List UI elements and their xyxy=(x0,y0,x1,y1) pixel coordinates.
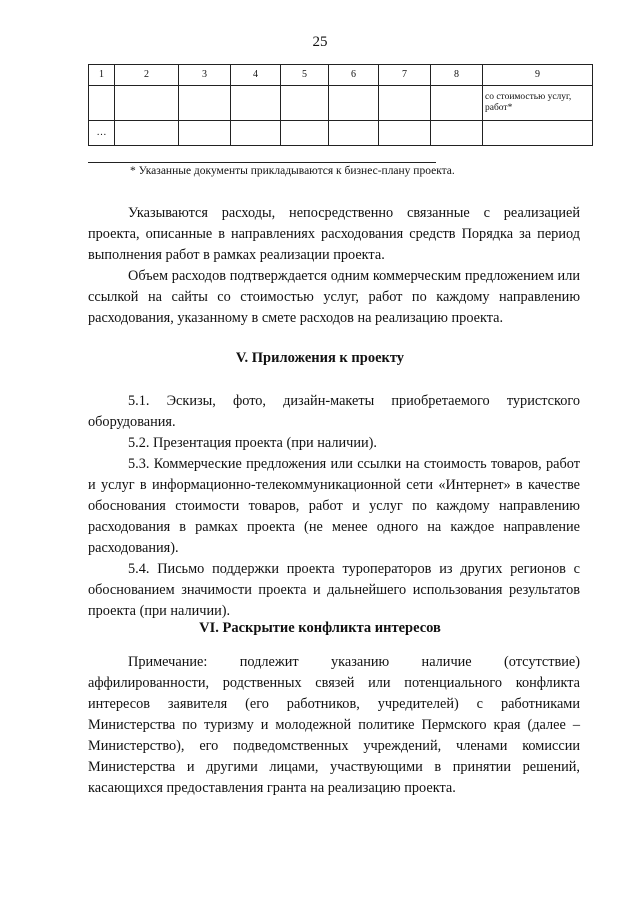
table-cell xyxy=(329,86,379,121)
table-cell xyxy=(483,121,593,146)
table-header-cell: 1 xyxy=(89,65,115,86)
paragraph-expenses: Указываются расходы, непосредственно связанные с реализацией проекта, описанные в направлениях расходования средств Порядка за период выполнения работ в рамках реализации проекта. xyxy=(88,205,580,263)
table-header-cell: 9 xyxy=(483,65,593,86)
table-header-cell: 4 xyxy=(231,65,281,86)
table-row xyxy=(89,121,593,146)
table-cell xyxy=(179,121,231,146)
table-header-cell: 3 xyxy=(179,65,231,86)
table-cell-note: со стоимостью услуг, работ* xyxy=(483,86,593,121)
table-cell xyxy=(231,121,281,146)
footnote: * Указанные документы прикладываются к бизнес-плану проекта. xyxy=(130,165,455,177)
section-v-heading: V. Приложения к проекту xyxy=(235,350,405,366)
list-item-5-3: 5.3. Коммерческие предложения или ссылки на стоимость товаров, работ и услуг в информационно-телекоммуникационной сети «Интернет» в качестве обоснования стоимости товаров, работ и услуг по каждому направлению расходования в рамках проекта (не менее одного на каждое направление расходования). xyxy=(88,456,580,556)
table-cell xyxy=(281,121,329,146)
table-header-cell: 6 xyxy=(329,65,379,86)
table-row xyxy=(89,86,593,121)
page-number: 25 xyxy=(312,34,328,50)
table-cell xyxy=(179,86,231,121)
table-cell xyxy=(115,86,179,121)
table-header-cell: 2 xyxy=(115,65,179,86)
budget-table xyxy=(88,64,593,146)
section-vi-heading: VI. Раскрытие конфликта интересов xyxy=(199,620,441,636)
table-cell: … xyxy=(89,121,115,146)
table-cell xyxy=(379,86,431,121)
list-item-5-4: 5.4. Письмо поддержки проекта туроператоров из других регионов с обоснованием значимости проекта и дальнейшего использования результатов проекта (при наличии). xyxy=(88,561,580,619)
table-header-cell: 5 xyxy=(281,65,329,86)
table-header-row xyxy=(89,65,593,86)
table-cell xyxy=(431,121,483,146)
list-item-5-2: 5.2. Презентация проекта (при наличии). xyxy=(128,435,377,451)
list-item-5-1: 5.1. Эскизы, фото, дизайн-макеты приобретаемого туристского оборудования. xyxy=(88,393,580,430)
paragraph-volume: Объем расходов подтверждается одним коммерческим предложением или ссылкой на сайты со стоимостью услуг, работ по каждому направлению расходования, указанному в смете расходов на реализацию проекта. xyxy=(88,268,580,326)
table-cell xyxy=(431,86,483,121)
table-cell xyxy=(281,86,329,121)
paragraph-conflict-note: Примечание: подлежит указанию наличие (отсутствие) аффилированности, родственных связей или потенциального конфликта интересов заявителя (его работников, учредителей) с работниками Министерства по туризму и молодежной политике Пермского края (далее – Министерство), его подведомственных учреждений, членами комиссии Министерства и другими лицами, участвующими в принятии решений, касающихся предоставления гранта на реализацию проекта. xyxy=(88,654,580,796)
table-cell xyxy=(231,86,281,121)
table-cell xyxy=(379,121,431,146)
table-cell xyxy=(89,86,115,121)
table-cell xyxy=(115,121,179,146)
table-header-cell: 7 xyxy=(379,65,431,86)
footnote-divider xyxy=(88,162,436,163)
table-header-cell: 8 xyxy=(431,65,483,86)
table-cell xyxy=(329,121,379,146)
